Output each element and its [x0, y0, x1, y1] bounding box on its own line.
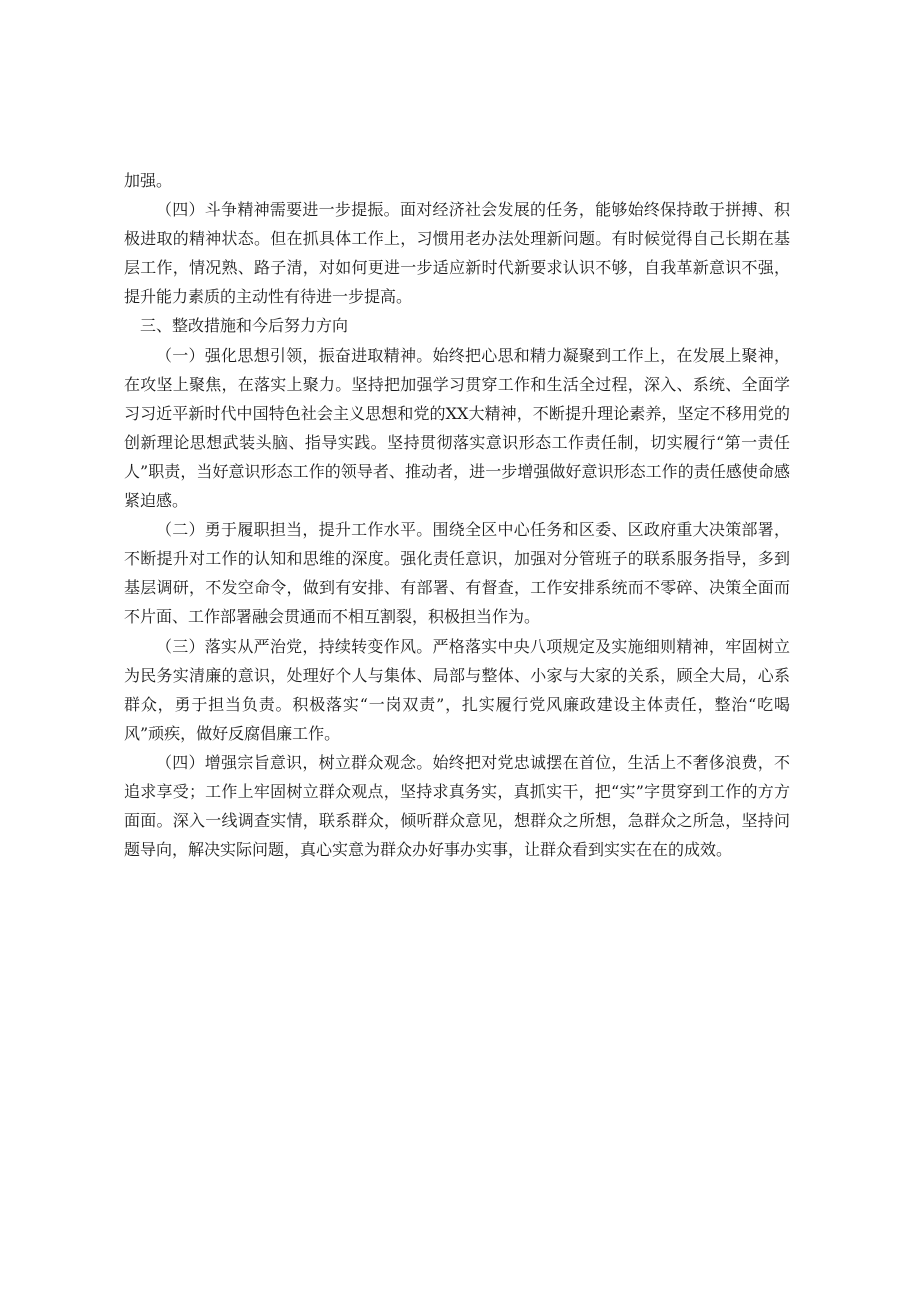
paragraph-struggle-spirit: （四）斗争精神需要进一步提振。面对经济社会发展的任务，能够始终保持敢于拼搏、积极进取的精神状态。但在抓具体工作上，习惯用老办法处理新问题。有时候觉得自己长期在基层工作，情况熟、路子清，对如何更进一步适应新时代新要求认识不够，自我革新意识不强，提升能力素质的主动性有待进一步提高。: [124, 200, 790, 307]
paragraph-strict-party-governance: （三）落实从严治党，持续转变作风。严格落实中央八项规定及实施细则精神，牢固树立为民务实清廉的意识，处理好个人与集体、局部与整体、小家与大家的关系，顾全大局，心系群众，勇于担当负责。积极落实“一岗双责”，扎实履行党风廉政建设主体责任，整治“吃喝风”顽疾，做好反腐倡廉工作。: [124, 636, 790, 743]
paragraph-ideological-guidance: （一）强化思想引领，振奋进取精神。始终把心思和精力凝聚到工作上，在发展上聚神，在攻坚上聚焦，在落实上聚力。坚持把加强学习贯穿工作和生活全过程，深入、系统、全面学习习近平新时代中国特色社会主义思想和党的XX大精神，不断提升理论素养，坚定不移用党的创新理论思想武装头脑、指导实践。坚持贯彻落实意识形态工作责任制，切实履行“第一责任人”职责，当好意识形态工作的领导者、推动者，进一步增强做好意识形态工作的责任感使命感紧迫感。: [124, 345, 790, 511]
paragraph-duty-performance: （二）勇于履职担当，提升工作水平。围绕全区中心任务和区委、区政府重大决策部署，不断提升对工作的认知和思维的深度。强化责任意识，加强对分管班子的联系服务指导，多到基层调研，不发空命令，做到有安排、有部署、有督查，工作安排系统而不零碎、决策全面而不片面、工作部署融会贯通而不相互割裂，积极担当作为。: [124, 520, 790, 627]
document-body: [124, 166, 790, 864]
paragraph-mass-awareness: （四）增强宗旨意识，树立群众观念。始终把对党忠诚摆在首位，生活上不奢侈浪费，不追求享受；工作上牢固树立群众观点，坚持求真务实，真抓实干，把“实”字贯穿到工作的方方面面。深入一线调查实情，联系群众，倾听群众意见，想群众之所想，急群众之所急，坚持问题导向，解决实际问题，真心实意为群众办好事办实事，让群众看到实实在在的成效。: [124, 752, 790, 860]
section-heading-rectification: 三、整改措施和今后努力方向: [140, 316, 349, 336]
paragraph-continuation: 加强。: [124, 171, 173, 190]
